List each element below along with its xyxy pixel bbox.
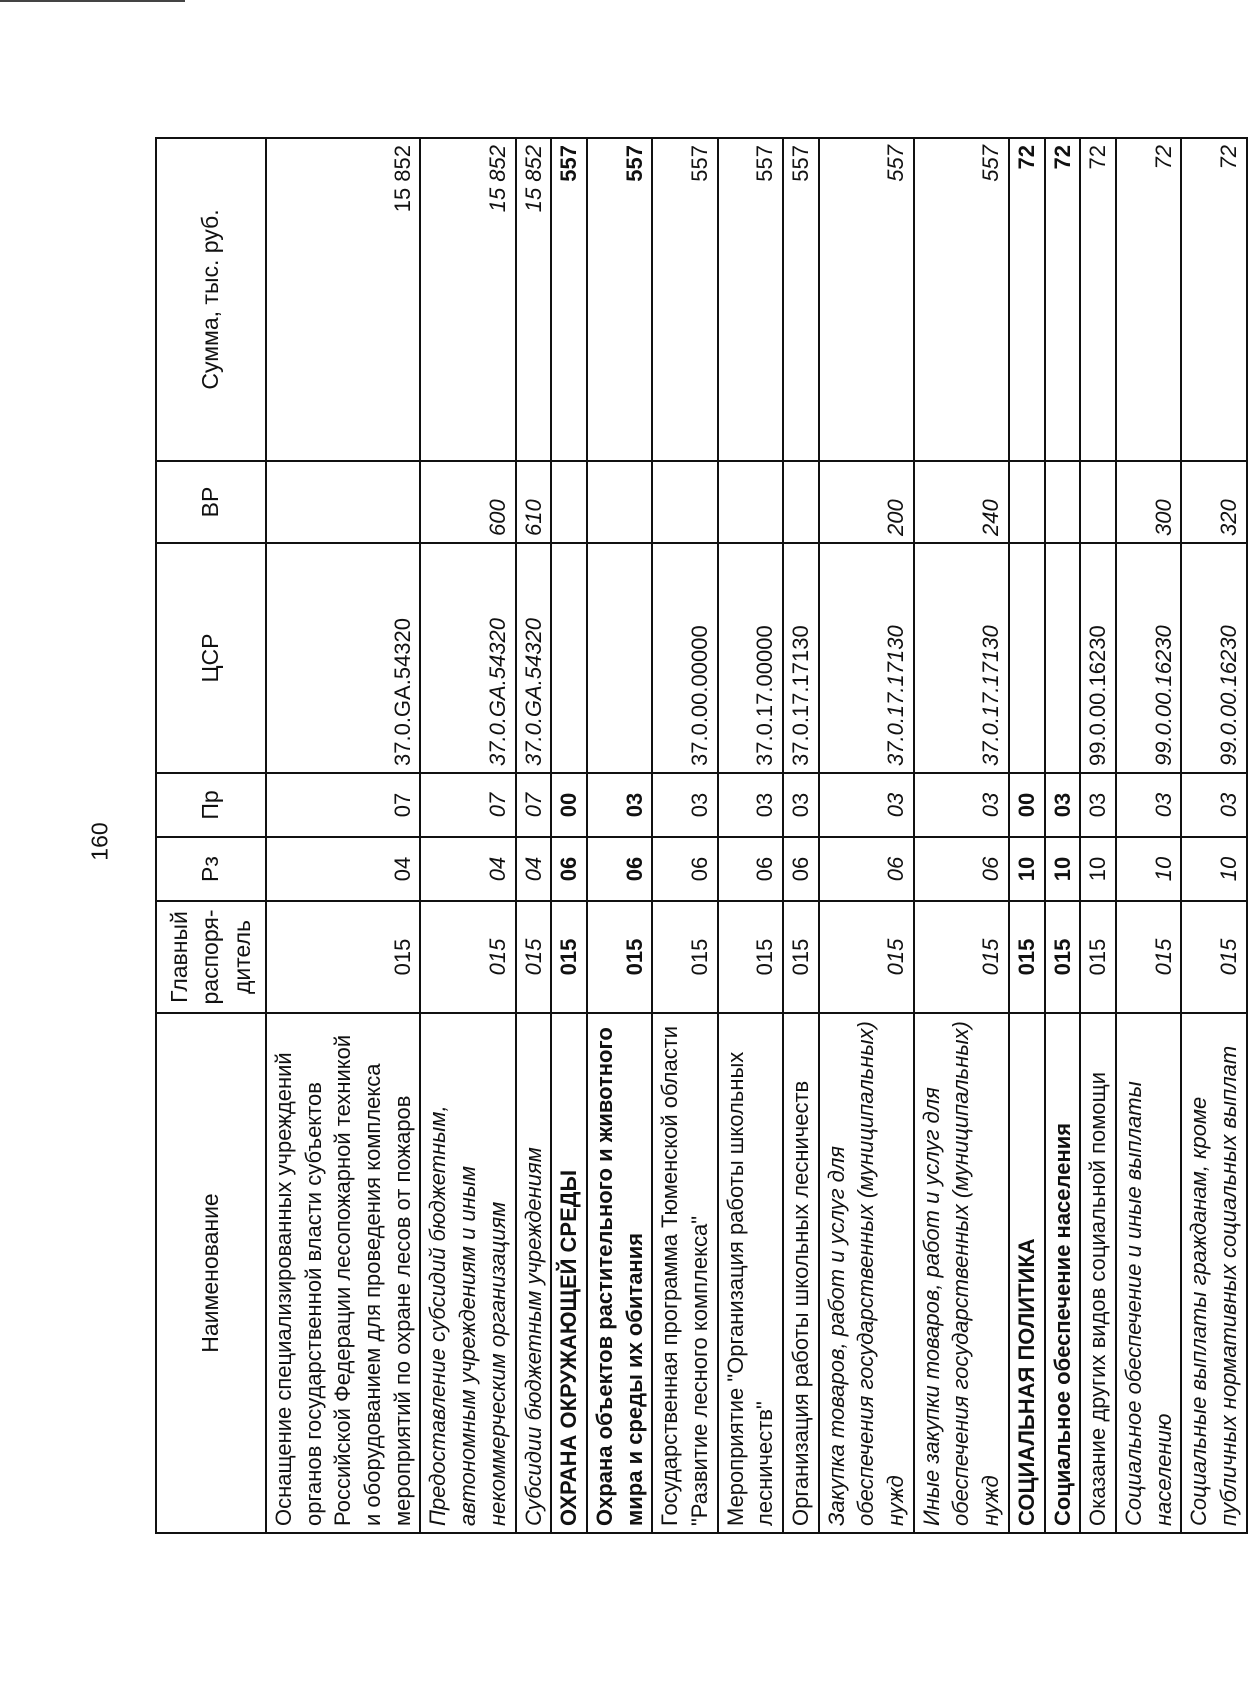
table-row — [1080, 138, 1116, 1533]
header-csr: ЦСР — [156, 543, 266, 773]
table-row — [783, 138, 819, 1533]
table-row — [420, 138, 515, 1533]
cell-csr: 37.0.GA.54320 — [266, 543, 420, 773]
cell-rz: 06 — [914, 837, 1009, 901]
cell-sum: 557 — [914, 138, 1009, 461]
cell-name: Мероприятие "Организация работы школьных лесничеств" — [718, 1013, 783, 1533]
cell-rz: 10 — [1080, 837, 1116, 901]
cell-rz: 10 — [1181, 837, 1246, 901]
table-row — [914, 138, 1009, 1533]
cell-sum: 557 — [551, 138, 587, 461]
cell-gr: 015 — [914, 901, 1009, 1013]
cell-pr: 00 — [1009, 773, 1045, 837]
cell-pr: 03 — [783, 773, 819, 837]
cell-csr: 37.0.17.17130 — [914, 543, 1009, 773]
cell-gr: 015 — [551, 901, 587, 1013]
cell-rz: 04 — [266, 837, 420, 901]
cell-csr: 99.0.00.16230 — [1181, 543, 1246, 773]
cell-rz: 06 — [551, 837, 587, 901]
cell-pr: 03 — [718, 773, 783, 837]
cell-rz: 10 — [1009, 837, 1045, 901]
cell-csr: 37.0.17.17130 — [783, 543, 819, 773]
table-row — [1116, 138, 1181, 1533]
table-body — [266, 138, 1247, 1533]
cell-gr: 015 — [1009, 901, 1045, 1013]
cell-vr: 610 — [516, 461, 552, 543]
cell-csr — [1009, 543, 1045, 773]
cell-pr: 07 — [516, 773, 552, 837]
cell-name: Социальное обеспечение населения — [1045, 1013, 1081, 1533]
cell-pr: 03 — [587, 773, 652, 837]
cell-gr: 015 — [266, 901, 420, 1013]
cell-csr — [1045, 543, 1081, 773]
cell-pr: 03 — [1045, 773, 1081, 837]
cell-sum: 72 — [1080, 138, 1116, 461]
cell-gr: 015 — [587, 901, 652, 1013]
cell-name: СОЦИАЛЬНАЯ ПОЛИТИКА — [1009, 1013, 1045, 1533]
cell-csr — [551, 543, 587, 773]
header-pr: Пр — [156, 773, 266, 837]
cell-sum: 15 852 — [516, 138, 552, 461]
cell-csr: 37.0.GA.54320 — [420, 543, 515, 773]
cell-pr: 07 — [420, 773, 515, 837]
cell-name: Оснащение специализированных учреждений органов государственной власти субъектов Российской Федерации лесопожарной техникой и оборудованием для проведения комплекса мероприятий по охране лесов от пожаров — [266, 1013, 420, 1533]
table-row — [819, 138, 914, 1533]
cell-sum: 15 852 — [420, 138, 515, 461]
cell-vr — [587, 461, 652, 543]
cell-rz: 06 — [819, 837, 914, 901]
cell-gr: 015 — [516, 901, 552, 1013]
cell-csr: 37.0.17.17130 — [819, 543, 914, 773]
cell-gr: 015 — [1116, 901, 1181, 1013]
cell-rz: 10 — [1045, 837, 1081, 901]
cell-name: Социальное обеспечение и иные выплаты населению — [1116, 1013, 1181, 1533]
table-row — [718, 138, 783, 1533]
cell-csr: 99.0.00.16230 — [1116, 543, 1181, 773]
table-row — [1009, 138, 1045, 1533]
rotated-table-container — [155, 139, 1241, 1534]
cell-rz: 10 — [1116, 837, 1181, 901]
cell-rz: 06 — [652, 837, 717, 901]
scan-edge-line — [0, 0, 185, 2]
cell-gr: 015 — [783, 901, 819, 1013]
budget-table — [155, 137, 1248, 1534]
table-header-row — [156, 138, 266, 1533]
table-row — [652, 138, 717, 1533]
cell-pr: 03 — [819, 773, 914, 837]
cell-pr: 03 — [1116, 773, 1181, 837]
cell-gr: 015 — [1045, 901, 1081, 1013]
cell-rz: 06 — [718, 837, 783, 901]
cell-name: Иные закупки товаров, работ и услуг для обеспечения государственных (муниципальных) нужд — [914, 1013, 1009, 1533]
cell-vr — [783, 461, 819, 543]
cell-name: Предоставление субсидий бюджетным, автономным учреждениям и иным некоммерческим организациям — [420, 1013, 515, 1533]
cell-sum: 15 852 — [266, 138, 420, 461]
cell-gr: 015 — [420, 901, 515, 1013]
cell-csr: 37.0.17.00000 — [718, 543, 783, 773]
cell-vr: 600 — [420, 461, 515, 543]
cell-sum: 557 — [718, 138, 783, 461]
cell-rz: 06 — [587, 837, 652, 901]
table-row — [516, 138, 552, 1533]
header-rz: Рз — [156, 837, 266, 901]
cell-sum: 72 — [1045, 138, 1081, 461]
cell-rz: 04 — [516, 837, 552, 901]
cell-vr — [718, 461, 783, 543]
cell-vr — [551, 461, 587, 543]
cell-gr: 015 — [652, 901, 717, 1013]
cell-pr: 07 — [266, 773, 420, 837]
header-sum: Сумма, тыс. руб. — [156, 138, 266, 461]
cell-vr — [266, 461, 420, 543]
cell-sum: 557 — [783, 138, 819, 461]
cell-vr — [1009, 461, 1045, 543]
table-row — [266, 138, 420, 1533]
cell-vr — [652, 461, 717, 543]
cell-sum: 72 — [1181, 138, 1246, 461]
cell-rz: 04 — [420, 837, 515, 901]
cell-name: Закупка товаров, работ и услуг для обеспечения государственных (муниципальных) нужд — [819, 1013, 914, 1533]
header-name: Наименование — [156, 1013, 266, 1533]
cell-sum: 72 — [1009, 138, 1045, 461]
table-row — [587, 138, 652, 1533]
cell-gr: 015 — [819, 901, 914, 1013]
cell-name: Социальные выплаты гражданам, кроме публичных нормативных социальных выплат — [1181, 1013, 1246, 1533]
table-row — [1181, 138, 1246, 1533]
cell-name: Субсидии бюджетным учреждениям — [516, 1013, 552, 1533]
cell-vr: 320 — [1181, 461, 1246, 543]
cell-csr: 37.0.00.00000 — [652, 543, 717, 773]
page-number: 160 — [86, 822, 113, 861]
table-row — [551, 138, 587, 1533]
table-row — [1045, 138, 1081, 1533]
cell-vr — [1080, 461, 1116, 543]
cell-name: Организация работы школьных лесничеств — [783, 1013, 819, 1533]
cell-sum: 557 — [587, 138, 652, 461]
cell-sum: 72 — [1116, 138, 1181, 461]
cell-csr: 99.0.00.16230 — [1080, 543, 1116, 773]
cell-csr: 37.0.GA.54320 — [516, 543, 552, 773]
cell-name: Государственная программа Тюменской области "Развитие лесного комплекса" — [652, 1013, 717, 1533]
cell-pr: 03 — [914, 773, 1009, 837]
cell-rz: 06 — [783, 837, 819, 901]
cell-gr: 015 — [718, 901, 783, 1013]
cell-vr — [1045, 461, 1081, 543]
cell-gr: 015 — [1080, 901, 1116, 1013]
cell-pr: 03 — [652, 773, 717, 837]
cell-pr: 03 — [1080, 773, 1116, 837]
cell-name: Оказание других видов социальной помощи — [1080, 1013, 1116, 1533]
cell-sum: 557 — [652, 138, 717, 461]
cell-vr: 240 — [914, 461, 1009, 543]
cell-csr — [587, 543, 652, 773]
cell-vr: 300 — [1116, 461, 1181, 543]
cell-sum: 557 — [819, 138, 914, 461]
cell-vr: 200 — [819, 461, 914, 543]
cell-gr: 015 — [1181, 901, 1246, 1013]
cell-pr: 03 — [1181, 773, 1246, 837]
header-vr: ВР — [156, 461, 266, 543]
cell-name: Охрана объектов растительного и животного мира и среды их обитания — [587, 1013, 652, 1533]
cell-name: ОХРАНА ОКРУЖАЮЩЕЙ СРЕДЫ — [551, 1013, 587, 1533]
header-gr: Главный распоря-дитель — [156, 901, 266, 1013]
cell-pr: 00 — [551, 773, 587, 837]
